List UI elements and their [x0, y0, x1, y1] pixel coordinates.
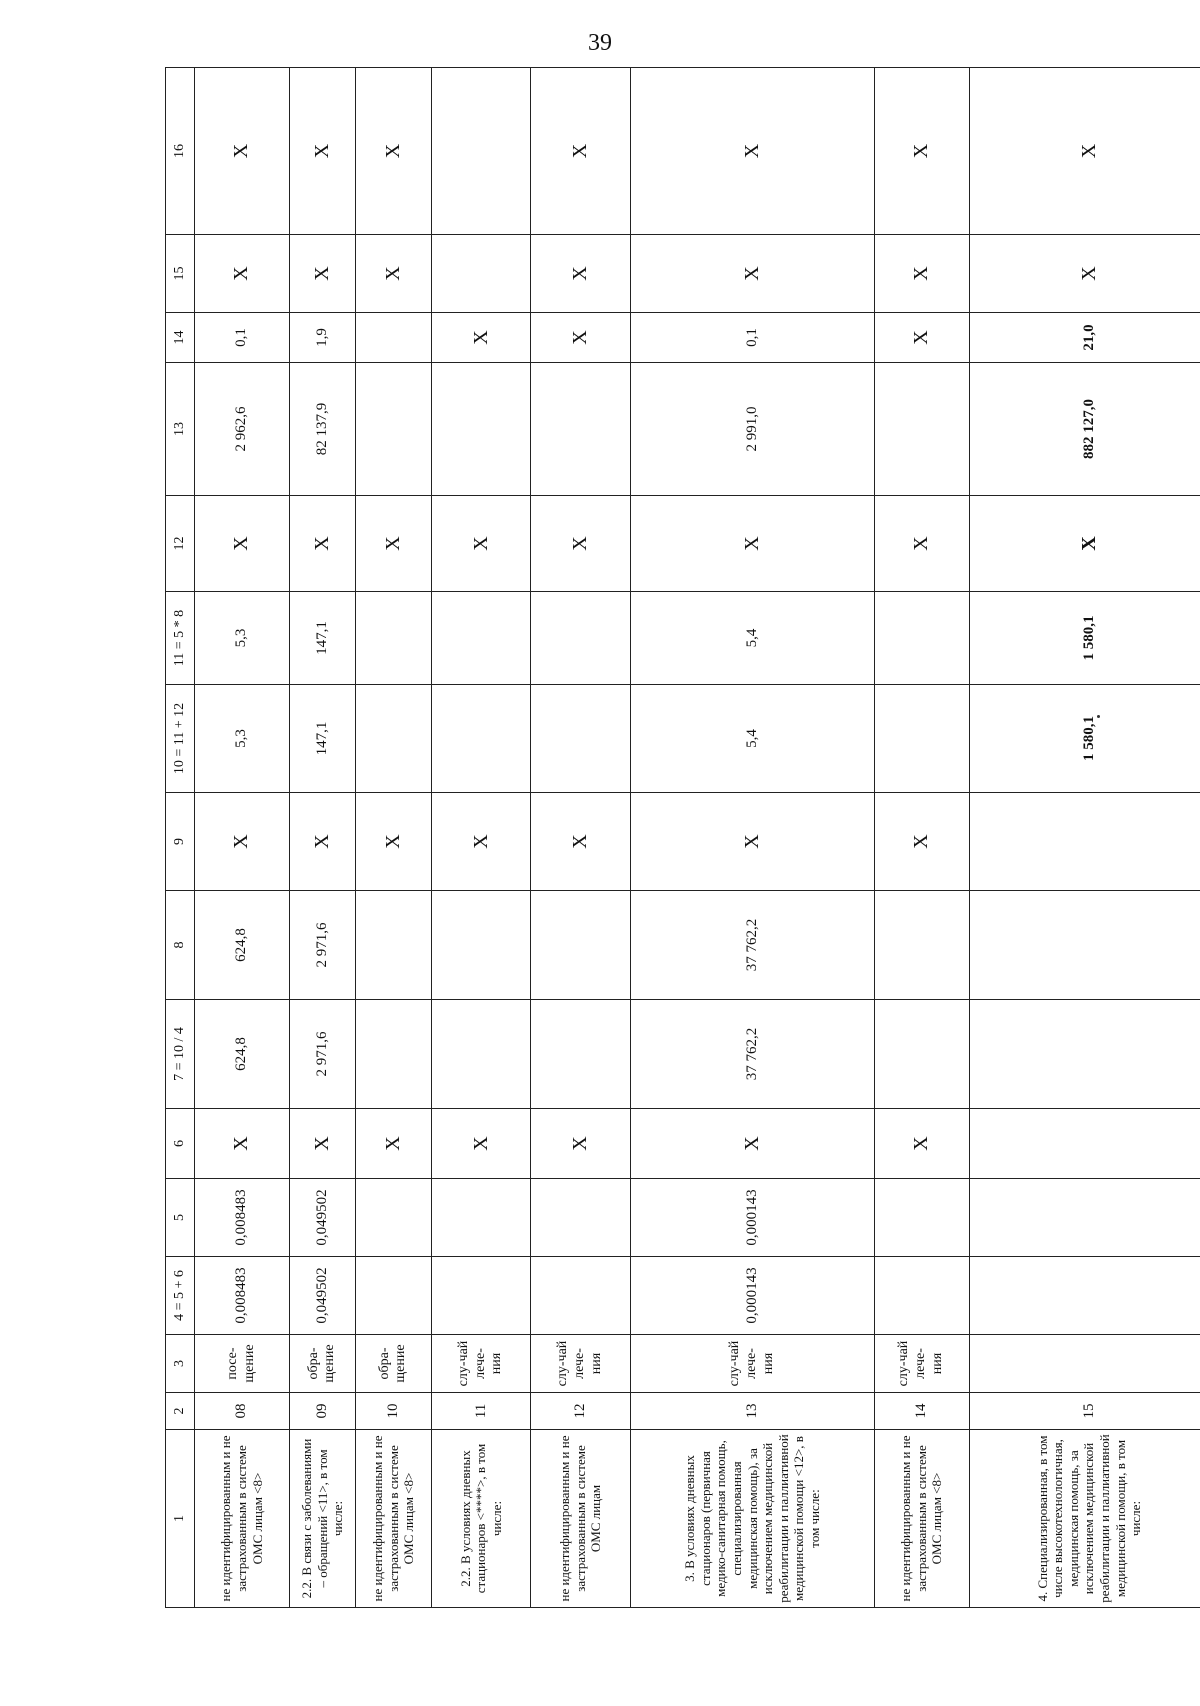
cell-col-7: 2 971,6 — [289, 1000, 355, 1109]
cell-col-11: 147,1 — [289, 592, 355, 685]
cell-col-7 — [969, 1000, 1200, 1109]
cell-col-15: X — [195, 235, 290, 313]
cell-col-11: 5,3 — [195, 592, 290, 685]
cell-col-6: X — [195, 1109, 290, 1179]
cell-col-2: 08 — [195, 1393, 290, 1430]
cell-col-6: X — [630, 1109, 874, 1179]
cell-col-16: X — [969, 68, 1200, 235]
cell-col-15: X — [289, 235, 355, 313]
cell-col-10: 5,4 — [630, 685, 874, 793]
table-row — [431, 68, 530, 1608]
column-header-3: 3 — [166, 1335, 195, 1393]
cell-col-13: 2 991,0 — [630, 363, 874, 496]
column-header-8: 8 — [166, 891, 195, 1000]
cell-col-2: 13 — [630, 1393, 874, 1430]
cell-col-16: X — [874, 68, 969, 235]
cell-col-2: 10 — [356, 1393, 432, 1430]
cell-col-4: 0,008483 — [195, 1257, 290, 1335]
cell-col-11: 1 580,1 — [969, 592, 1200, 685]
cell-col-15: X — [531, 235, 630, 313]
table-row — [874, 68, 969, 1608]
cell-col-7: 624,8 — [195, 1000, 290, 1109]
cell-col-8 — [531, 891, 630, 1000]
cell-col-6: X — [874, 1109, 969, 1179]
cell-col-16: X — [630, 68, 874, 235]
cell-col-6: X — [531, 1109, 630, 1179]
cell-col-12: X — [195, 496, 290, 592]
cell-col-1: 3. В условиях дневных стационаров (первичная медико-санитарная помощь, специализированная медицинская помощь), за исключением медицинской реабилитации и паллиативной медицинской помощи <12>, в том числе: — [630, 1430, 874, 1608]
cell-col-6: X — [289, 1109, 355, 1179]
cell-col-15: X — [969, 235, 1200, 313]
cell-col-5: 0,008483 — [195, 1179, 290, 1257]
cell-col-14: 21,0 — [969, 313, 1200, 363]
cell-col-3: слу-чай лече-ния — [630, 1335, 874, 1393]
column-header-2: 2 — [166, 1393, 195, 1430]
column-header-16: 16 — [166, 68, 195, 235]
cell-col-3: слу-чай лече-ния — [531, 1335, 630, 1393]
cell-col-6: X — [356, 1109, 432, 1179]
data-table — [165, 67, 1200, 1608]
table-row — [289, 68, 355, 1608]
cell-col-4: 0,049502 — [289, 1257, 355, 1335]
cell-col-3: обра-щение — [289, 1335, 355, 1393]
cell-col-3: посе-щение — [195, 1335, 290, 1393]
column-header-1: 1 — [166, 1430, 195, 1608]
cell-col-1: не идентифицированным и не застрахованным в системе ОМС лицам <8> — [356, 1430, 432, 1608]
cell-col-15: X — [630, 235, 874, 313]
cell-col-2: 12 — [531, 1393, 630, 1430]
cell-col-2: 11 — [431, 1393, 530, 1430]
cell-col-8 — [969, 891, 1200, 1000]
table-row — [969, 68, 1200, 1608]
cell-col-5 — [969, 1179, 1200, 1257]
cell-col-4 — [531, 1257, 630, 1335]
column-header-15: 15 — [166, 235, 195, 313]
column-header-10: 10 = 11 + 12 — [166, 685, 195, 793]
cell-col-13 — [874, 363, 969, 496]
cell-col-7 — [431, 1000, 530, 1109]
cell-col-14: X — [431, 313, 530, 363]
cell-col-4 — [874, 1257, 969, 1335]
column-header-14: 14 — [166, 313, 195, 363]
cell-col-8 — [431, 891, 530, 1000]
cell-col-14: X — [531, 313, 630, 363]
cell-col-9: X — [531, 793, 630, 891]
cell-col-5 — [431, 1179, 530, 1257]
cell-col-8: 624,8 — [195, 891, 290, 1000]
cell-col-7 — [356, 1000, 432, 1109]
cell-col-13: 882 127,0 — [969, 363, 1200, 496]
cell-col-1: не идентифицированным и не застрахованным в системе ОМС лицам — [531, 1430, 630, 1608]
cell-col-2: 14 — [874, 1393, 969, 1430]
table-row — [630, 68, 874, 1608]
cell-col-12: X — [289, 496, 355, 592]
column-header-4: 4 = 5 + 6 — [166, 1257, 195, 1335]
cell-col-9: X — [356, 793, 432, 891]
cell-col-11 — [874, 592, 969, 685]
cell-col-9: X — [431, 793, 530, 891]
cell-col-7 — [874, 1000, 969, 1109]
cell-col-16: X — [356, 68, 432, 235]
cell-col-9: X — [874, 793, 969, 891]
cell-col-10 — [356, 685, 432, 793]
cell-col-4 — [431, 1257, 530, 1335]
cell-col-12: X — [356, 496, 432, 592]
cell-col-1: не идентифицированным и не застрахованным в системе ОМС лицам <8> — [195, 1430, 290, 1608]
cell-col-14: 1,9 — [289, 313, 355, 363]
cell-col-10: 147,1 — [289, 685, 355, 793]
cell-col-13: 82 137,9 — [289, 363, 355, 496]
cell-col-11: 5,4 — [630, 592, 874, 685]
cell-col-2: 09 — [289, 1393, 355, 1430]
cell-col-12: X — [630, 496, 874, 592]
cell-col-5 — [874, 1179, 969, 1257]
cell-col-15: X — [356, 235, 432, 313]
cell-col-3 — [969, 1335, 1200, 1393]
cell-col-3: слу-чай лече-ния — [431, 1335, 530, 1393]
cell-col-12: X — [874, 496, 969, 592]
table-body — [195, 68, 1200, 1608]
table-row — [195, 68, 290, 1608]
column-header-9: 9 — [166, 793, 195, 891]
table-row — [531, 68, 630, 1608]
cell-col-8: 37 762,2 — [630, 891, 874, 1000]
cell-col-1: 2.2. В связи с заболеваниями – обращений <11>, в том числе: — [289, 1430, 355, 1608]
cell-col-11 — [531, 592, 630, 685]
page-number: 39 — [588, 30, 612, 56]
cell-col-6 — [969, 1109, 1200, 1179]
column-header-7: 7 = 10 / 4 — [166, 1000, 195, 1109]
cell-col-9 — [969, 793, 1200, 891]
column-header-11: 11 = 5 * 8 — [166, 592, 195, 685]
column-header-13: 13 — [166, 363, 195, 496]
cell-col-3: слу-чай лече-ния — [874, 1335, 969, 1393]
cell-col-13 — [531, 363, 630, 496]
cell-col-5: 0,049502 — [289, 1179, 355, 1257]
rotated-table-wrapper — [165, 68, 1200, 1608]
column-header-5: 5 — [166, 1179, 195, 1257]
cell-col-8: 2 971,6 — [289, 891, 355, 1000]
scan-speck — [1097, 715, 1100, 718]
cell-col-13: 2 962,6 — [195, 363, 290, 496]
cell-col-10: 5,3 — [195, 685, 290, 793]
cell-col-14: 0,1 — [630, 313, 874, 363]
cell-col-8 — [356, 891, 432, 1000]
cell-col-16: X — [531, 68, 630, 235]
cell-col-4 — [969, 1257, 1200, 1335]
cell-col-16: X — [195, 68, 290, 235]
cell-col-5: 0,000143 — [630, 1179, 874, 1257]
cell-col-14 — [356, 313, 432, 363]
cell-col-7: 37 762,2 — [630, 1000, 874, 1109]
cell-col-13 — [356, 363, 432, 496]
cell-col-16: X — [289, 68, 355, 235]
cell-col-16 — [431, 68, 530, 235]
cell-col-1: не идентифицированным и не застрахованным в системе ОМС лицам <8> — [874, 1430, 969, 1608]
cell-col-12: X — [531, 496, 630, 592]
column-header-6: 6 — [166, 1109, 195, 1179]
cell-col-5 — [356, 1179, 432, 1257]
cell-col-9: X — [195, 793, 290, 891]
cell-col-4: 0,000143 — [630, 1257, 874, 1335]
cell-col-10 — [431, 685, 530, 793]
cell-col-7 — [531, 1000, 630, 1109]
cell-col-14: X — [874, 313, 969, 363]
cell-col-10 — [874, 685, 969, 793]
cell-col-14: 0,1 — [195, 313, 290, 363]
cell-col-11 — [431, 592, 530, 685]
cell-col-15 — [431, 235, 530, 313]
header-row — [166, 68, 195, 1608]
cell-col-1: 2.2. В условиях дневных стационаров <****>, в том числе: — [431, 1430, 530, 1608]
cell-col-6: X — [431, 1109, 530, 1179]
table-row — [356, 68, 432, 1608]
cell-col-2: 15 — [969, 1393, 1200, 1430]
cell-col-3: обра-щение — [356, 1335, 432, 1393]
cell-col-10 — [531, 685, 630, 793]
cell-col-5 — [531, 1179, 630, 1257]
cell-col-4 — [356, 1257, 432, 1335]
cell-col-12: X — [431, 496, 530, 592]
column-header-12: 12 — [166, 496, 195, 592]
cell-col-10: 1 580,1 — [969, 685, 1200, 793]
cell-col-11 — [356, 592, 432, 685]
cell-col-9: X — [289, 793, 355, 891]
cell-col-12: X — [969, 496, 1200, 592]
cell-col-15: X — [874, 235, 969, 313]
cell-col-1: 4. Специализированная, в том числе высокотехнологичная, медицинская помощь, за исключением медицинской реабилитации и паллиативной медицинской помощи, в том числе: — [969, 1430, 1200, 1608]
cell-col-8 — [874, 891, 969, 1000]
cell-col-13 — [431, 363, 530, 496]
cell-col-9: X — [630, 793, 874, 891]
